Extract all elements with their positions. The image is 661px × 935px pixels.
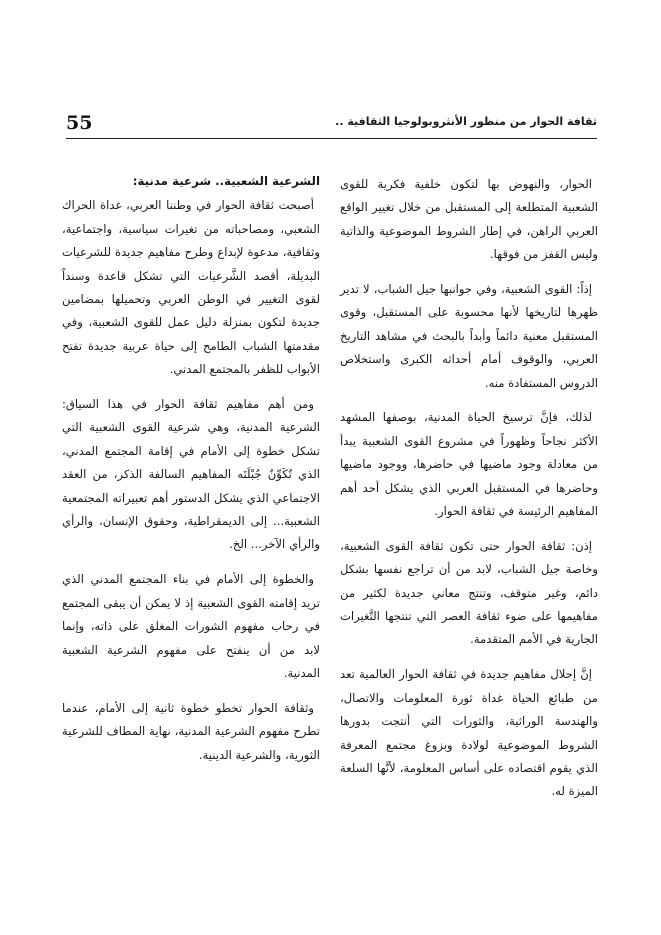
page-number: 55	[66, 112, 93, 134]
paragraph: وثقافة الحوار تخطو خطوة ثانية إلى الأمام، عندما تطرح مفهوم الشرعية المدنية، نهاية المطاف للشرعية الثورية، والشرعية الدينية.	[62, 700, 320, 762]
header-rule	[66, 138, 597, 139]
paragraph: لذلك، فإنَّ ترسيخ الحياة المدنية، بوصفها المشهد الأكثر نجاحاً وظهوراً في مشروع القوى الشعبية يبدأ من معادلة وجود ماضيها في حاضرها، ووجود ماضيها وحاضرها في المستقبل العربي الذي يشكل أحد أهم المفاهيم الرئيسة في ثقافة الحوار.	[340, 410, 598, 519]
paragraph: إذن: ثقافة الحوار حتى تكون ثقافة القوى الشعبية، وخاصة جيل الشباب، لابد من أن تراجع نفسها بشكل دائم، وغير متوقف، وتنتج معاني جديدة لكثير من مفاهيمها على ضوء ثقافة العصر التي تنتجها التَّغيرات الجارية في الأمم المتقدمة.	[340, 538, 598, 647]
paragraph: إنَّ إحلال مفاهيم جديدة في ثقافة الحوار العالمية تعد من طبائع الحياة غداة ثورة المعلومات والاتصال، والهندسة الوراثية، والثورات التي أنتجت بدورها الشروط الموضوعية لولادة وبزوغ مجتمع المعرفة الذي يقوم اقتصاده على أساس المعلومة، لأنَّها السلعة الميزة له.	[340, 667, 598, 799]
page-header	[66, 110, 597, 136]
left-column	[62, 170, 320, 778]
right-column	[340, 173, 598, 815]
paragraph: إذاً: القوى الشعبية، وفي جوانبها جيل الشباب، لا تدير ظهرها لتاريخها لأنها محسوبة على المستقبل، وقوى المستقبل معنية دائماً وأبداً بالبحث في مشاهد التاريخ العربي، والوقوف أمام أحداثه الكبرى واستخلاص الدروس المستفادة منه.	[340, 282, 598, 390]
paragraph: ومن أهم مفاهيم ثقافة الحوار في هذا السياق: الشرعية المدنية، وهي شرعية القوى الشعبية التي تشكل خطوة إلى الأمام في إقامة المجتمع المدني، الذي تُكَوِّنُ جُبْلَتَه المفاهيم السالفة الذكر، من العقد الاجتماعي الذي يشكل الدستور أهم تعبيراته المجتمعية الشعبية... إلى الديمقراطية، وحقوق الإنسان، والرأي والرأي الآخر... الخ.	[62, 397, 320, 552]
paragraph: الحوار، والنهوض بها لتكون خلفية فكرية للقوى الشعبية المتطلعة إلى المستقبل من خلال تغيير الواقع العربي الراهن، في إطار الشروط الموضوعية والذاتية وليس القفز من فوقها.	[340, 177, 598, 262]
running-title: ثقافة الحوار من منظور الأنثروبولوجيا الثقافية ..	[335, 115, 597, 128]
paragraph: أصبحت ثقافة الحوار في وطننا العربي، غداة الحراك الشعبي، ومصاحباته من تغيرات سياسية، واجتماعية، وثقافية، مدعوة لإبداع وطرح مفاهيم جديدة للشرعيات البديلة، أقصد الشَّرعيات التي تشكل قاعدة وسنداً لقوى التغيير في الوطن العربي وتحميلها بمضامين جديدة لتكون بمنزلة دليل عمل للقوى الشعبية، وفي مقدمتها الشباب الطامح إلى حياة عربية جديدة تفتح الأبواب للظفر بالمجتمع المدني.	[62, 198, 320, 377]
section-heading: الشرعية الشعبية.. شرعية مدنية:	[132, 174, 320, 188]
paragraph: والخطوة إلى الأمام في بناء المجتمع المدني الذي تريد إقامته القوى الشعبية إذ لا يمكن أن يبقى المجتمع في رحاب مفهوم الشورات المغلق على ذاته، وإنما لابد من أن ينفتح على مفهوم الشرعية الشعبية المدنية.	[62, 572, 320, 680]
